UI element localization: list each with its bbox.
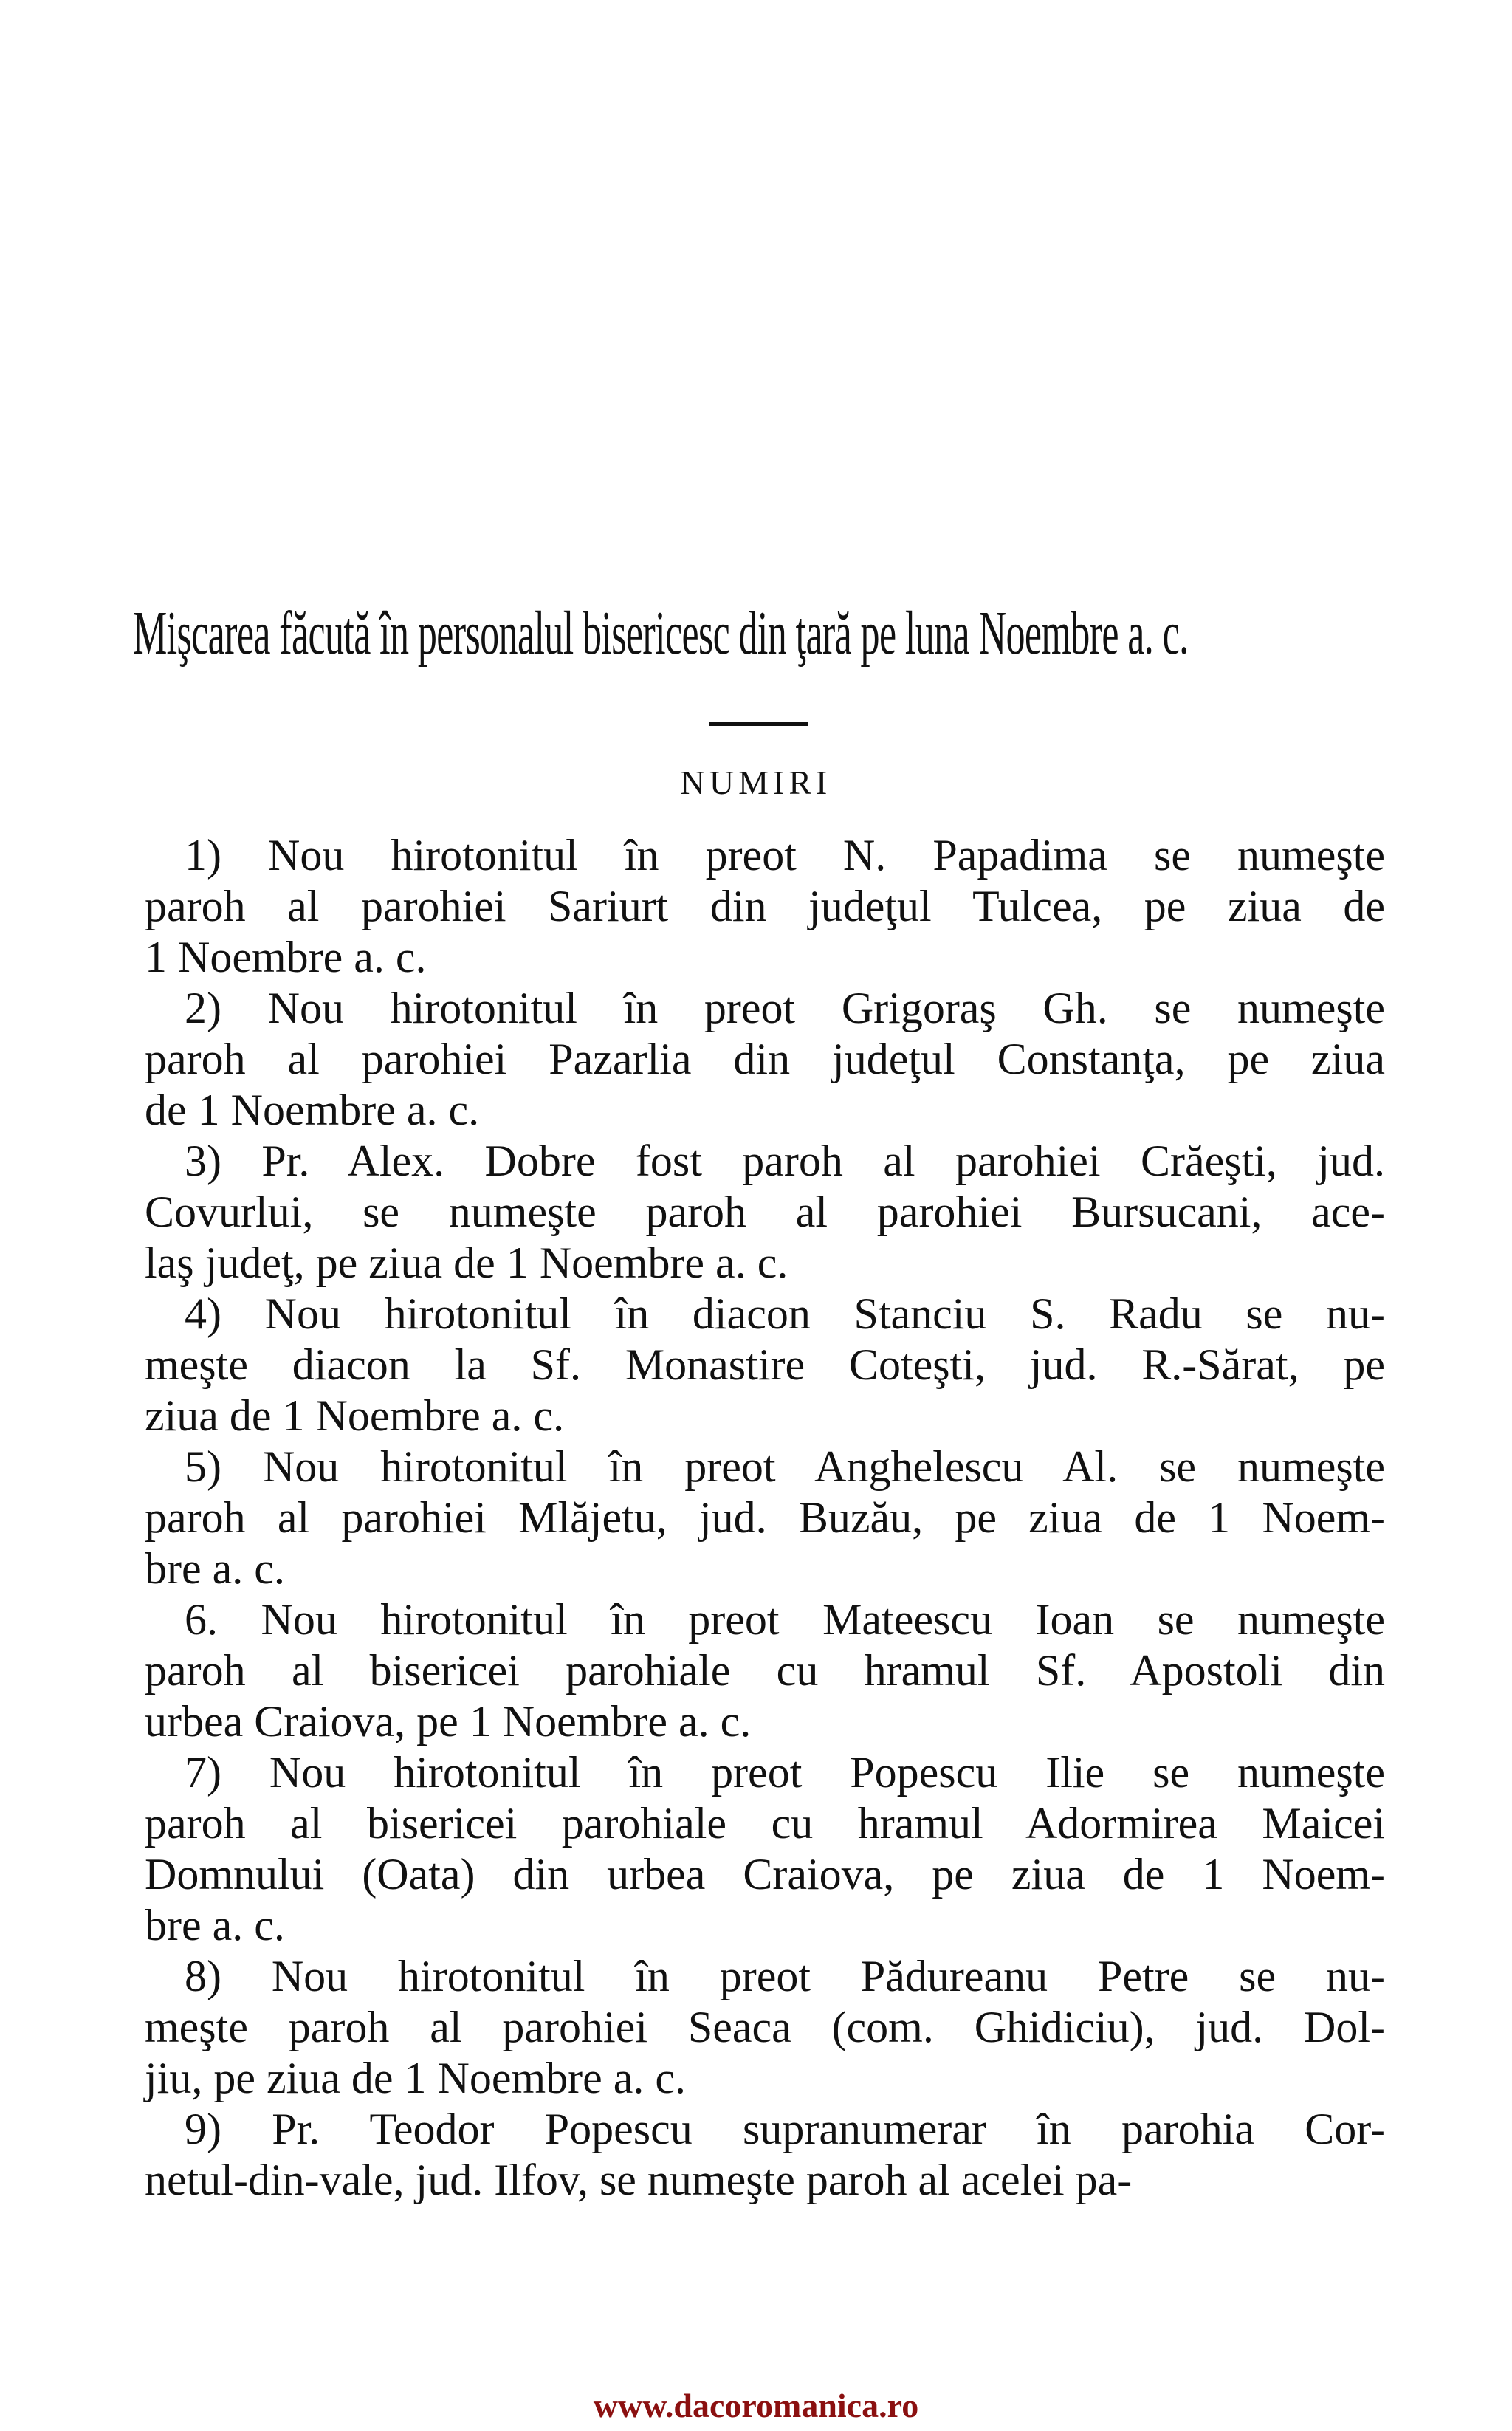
- entry-line: paroh al bisericei parohiale cu hramul Sf. Apostoli din: [145, 1646, 1385, 1695]
- entry-line: paroh al parohiei Pazarlia din judeţul Constanţa, pe ziua: [145, 1035, 1385, 1083]
- entry-1: [145, 830, 1385, 983]
- entry-line: netul-din-vale, jud. Ilfov, se numeşte paroh al acelei pa-: [145, 2156, 1133, 2204]
- entry-5: [145, 1441, 1385, 1594]
- entry-line: Domnului (Oata) din urbea Craiova, pe ziua de 1 Noem-: [145, 1850, 1385, 1899]
- entry-line: paroh al parohiei Sariurt din judeţul Tulcea, pe ziua de: [145, 882, 1385, 930]
- entry-line: 4) Nou hirotonitul în diacon Stanciu S. Radu se nu-: [185, 1289, 1385, 1338]
- entry-line: paroh al parohiei Mlăjetu, jud. Buzău, pe ziua de 1 Noem-: [145, 1493, 1385, 1542]
- title-divider: [709, 722, 808, 726]
- entry-line: 7) Nou hirotonitul în preot Popescu Ilie se numeşte: [185, 1748, 1385, 1797]
- entry-8: [145, 1951, 1385, 2104]
- page-title: Mişcarea făcută în personalul bisericesc din ţară pe luna Noembre a. c.: [133, 599, 1189, 668]
- entry-line: de 1 Noembre a. c.: [145, 1086, 480, 1134]
- entry-line: ziua de 1 Noembre a. c.: [145, 1391, 565, 1440]
- entry-line: Covurlui, se numeşte paroh al parohiei Bursucani, ace-: [145, 1187, 1385, 1236]
- entry-line: 9) Pr. Teodor Popescu supranumerar în parohia Cor-: [185, 2105, 1385, 2153]
- entry-line: 5) Nou hirotonitul în preot Anghelescu Al. se numeşte: [185, 1442, 1385, 1491]
- entry-line: laş judeţ, pe ziua de 1 Noembre a. c.: [145, 1238, 788, 1287]
- entry-4: [145, 1289, 1385, 1441]
- entry-7: [145, 1747, 1385, 1951]
- section-heading: NUMIRI: [680, 764, 832, 801]
- entry-2: [145, 983, 1385, 1136]
- entries-body: [145, 830, 1385, 2206]
- entry-line: 8) Nou hirotonitul în preot Pădureanu Petre se nu-: [185, 1952, 1385, 2000]
- entry-3: [145, 1136, 1385, 1289]
- entry-line: 6. Nou hirotonitul în preot Mateescu Ioan se numeşte: [185, 1595, 1385, 1644]
- entry-line: bre a. c.: [145, 1901, 285, 1950]
- entry-line: 1 Noembre a. c.: [145, 933, 427, 981]
- entry-line: 1) Nou hirotonitul în preot N. Papadima se numeşte: [185, 831, 1385, 880]
- entry-line: 3) Pr. Alex. Dobre fost paroh al parohiei Crăeşti, jud.: [185, 1136, 1385, 1185]
- entry-line: meşte paroh al parohiei Seaca (com. Ghidiciu), jud. Dol-: [145, 2003, 1385, 2051]
- entry-9: [145, 2104, 1385, 2206]
- footer-url[interactable]: www.dacoromanica.ro: [593, 2387, 919, 2424]
- entry-line: 2) Nou hirotonitul în preot Grigoraş Gh. se numeşte: [185, 984, 1385, 1032]
- entry-line: bre a. c.: [145, 1544, 285, 1593]
- entry-line: urbea Craiova, pe 1 Noembre a. c.: [145, 1697, 752, 1746]
- entry-6: [145, 1594, 1385, 1747]
- entry-line: paroh al bisericei parohiale cu hramul Adormirea Maicei: [145, 1799, 1385, 1848]
- entry-line: meşte diacon la Sf. Monastire Coteşti, jud. R.-Sărat, pe: [145, 1340, 1385, 1389]
- entry-line: jiu, pe ziua de 1 Noembre a. c.: [145, 2054, 687, 2102]
